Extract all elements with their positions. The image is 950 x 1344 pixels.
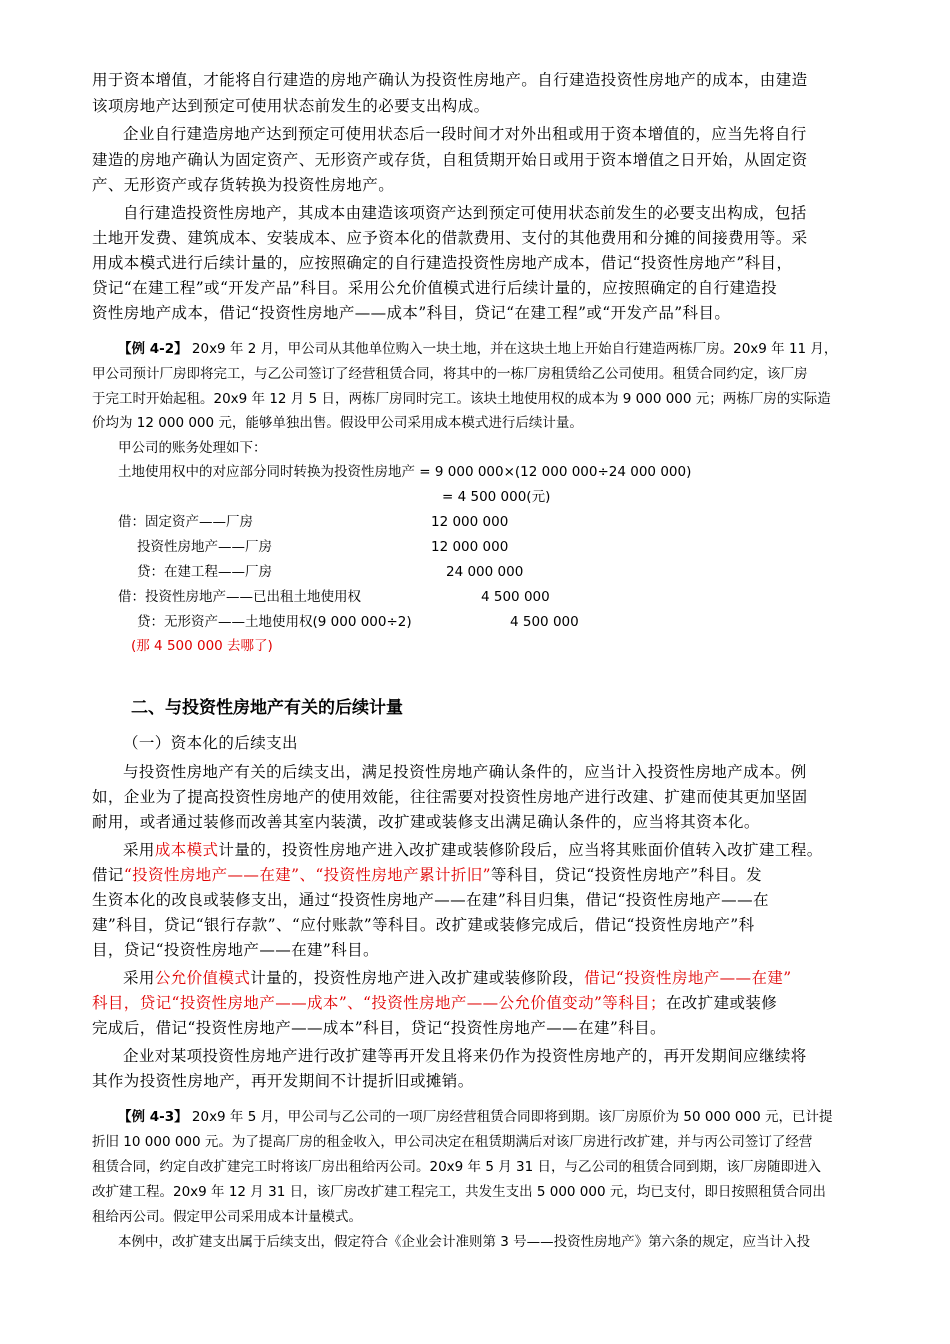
example-4-2-line4: 价均为 12 000 000 元，能够单独出售。假设甲公司采用成本模式进行后续计量。 bbox=[92, 415, 583, 431]
calc-line1: 土地使用权中的对应部分同时转换为投资性房地产 = 9 000 000×(12 000 000÷24 000 000) bbox=[118, 464, 692, 480]
para5-line4: 建”科目，贷记“银行存款”、“应付账款”等科目。改扩建或装修完成后，借记“投资性房地产”科 bbox=[92, 916, 755, 934]
para5-line1: 采用成本模式计量的，投资性房地产进入改扩建或装修阶段后，应当将其账面价值转入改扩建工程。 bbox=[123, 841, 823, 859]
entry-amount: 4 500 000 bbox=[510, 614, 579, 630]
entry-amount: 12 000 000 bbox=[431, 539, 509, 555]
entry-debit-fixed-asset: 借：固定资产——厂房 bbox=[118, 514, 253, 530]
para3-line4: 贷记“在建工程”或“开发产品”科目。采用公允价值模式进行后续计量的，应按照确定的自行建造投 bbox=[92, 279, 778, 297]
para4-line2: 如，企业为了提高投资性房地产的使用效能，往往需要对投资性房地产进行改建、扩建而使其更加坚固 bbox=[92, 788, 808, 806]
para1-line1: 用于资本增值，才能将自行建造的房地产确认为投资性房地产。自行建造投资性房地产的成本，由建造 bbox=[92, 71, 808, 89]
para3-line1: 自行建造投资性房地产，其成本由建造该项资产达到预定可使用状态前发生的必要支出构成，包括 bbox=[123, 204, 807, 222]
entry-credit-construction: 贷：在建工程——厂房 bbox=[137, 564, 272, 580]
para2-line1: 企业自行建造房地产达到预定可使用状态后一段时间才对外出租或用于资本增值的，应当先将自行 bbox=[123, 125, 807, 143]
para5-line5: 目，贷记“投资性房地产——在建”科目。 bbox=[92, 941, 379, 959]
red-highlight: 成本模式 bbox=[154, 841, 219, 859]
para6-line1: 采用公允价值模式计量的，投资性房地产进入改扩建或装修阶段，借记“投资性房地产——在建” bbox=[123, 969, 792, 987]
para2-line2: 建造的房地产确认为固定资产、无形资产或存货，自租赁期开始日或用于资本增值之日开始，从固定资 bbox=[92, 151, 808, 169]
entry-debit-investment-property: 投资性房地产——厂房 bbox=[137, 539, 272, 555]
example-4-3-line1: 【例 4-3】 20x9 年 5 月，甲公司与乙公司的一项厂房经营租赁合同即将到期。该厂房原价为 50 000 000 元，已计提 bbox=[118, 1109, 833, 1125]
example-4-3-line5: 租给丙公司。假定甲公司采用成本计量模式。 bbox=[92, 1209, 362, 1225]
treatment-intro: 甲公司的账务处理如下： bbox=[118, 440, 267, 456]
para4-line1: 与投资性房地产有关的后续支出，满足投资性房地产确认条件的，应当计入投资性房地产成本。例 bbox=[123, 763, 807, 781]
calc-line2: = 4 500 000(元) bbox=[442, 489, 551, 505]
example-4-3-line4: 改扩建工程。20x9 年 12 月 31 日，该厂房改扩建工程完工，共发生支出 5 000 000 元，均已支付，即日按照租赁合同出 bbox=[92, 1184, 826, 1200]
entry-amount: 4 500 000 bbox=[481, 589, 550, 605]
para4-line3: 耐用，或者通过装修而改善其室内装潢，改扩建或装修支出满足确认条件的，应当将其资本化。 bbox=[92, 813, 760, 831]
para3-line2: 土地开发费、建筑成本、安装成本、应予资本化的借款费用、支付的其他费用和分摊的间接费用等。采 bbox=[92, 229, 808, 247]
entry-amount: 24 000 000 bbox=[446, 564, 524, 580]
para6-line3: 完成后，借记“投资性房地产——成本”科目，贷记“投资性房地产——在建”科目。 bbox=[92, 1019, 666, 1037]
example-4-3-line3: 租赁合同，约定自改扩建完工时将该厂房出租给丙公司。20x9 年 5 月 31 日，与乙公司的租赁合同到期，该厂房随即进入 bbox=[92, 1159, 821, 1175]
red-highlight: “投资性房地产——在建”、“投资性房地产累计折旧” bbox=[123, 866, 492, 884]
entry-debit-leased-land: 借：投资性房地产——已出租土地使用权 bbox=[118, 589, 361, 605]
example-4-2-line3: 于完工时开始起租。20x9 年 12 月 5 日，两栋厂房同时完工。该块土地使用权的成本为 9 000 000 元；两栋厂房的实际造 bbox=[92, 391, 831, 407]
entry-credit-intangible: 贷：无形资产——土地使用权(9 000 000÷2) bbox=[137, 614, 412, 630]
red-note: (那 4 500 000 去哪了) bbox=[131, 638, 273, 654]
para3-line3: 用成本模式进行后续计量的，应按照确定的自行建造投资性房地产成本，借记“投资性房地产”科目， bbox=[92, 254, 793, 272]
para1-line2: 该项房地产达到预定可使用状态前发生的必要支出构成。 bbox=[92, 97, 490, 115]
example-4-2-line1: 【例 4-2】 20x9 年 2 月，甲公司从其他单位购入一块土地，并在这块土地上开始自行建造两栋厂房。20x9 年 11 月， bbox=[118, 341, 838, 357]
red-highlight: 科目，贷记“投资性房地产——成本”、“投资性房地产——公允价值变动”等科目； bbox=[92, 994, 666, 1012]
red-highlight: 借记“投资性房地产——在建” bbox=[584, 969, 792, 987]
para3-line5: 资性房地产成本，借记“投资性房地产——成本”科目，贷记“在建工程”或“开发产品”科目。 bbox=[92, 304, 731, 322]
para7-line2: 其作为投资性房地产，再开发期间不计提折旧或摊销。 bbox=[92, 1072, 474, 1090]
para5-line3: 生资本化的改良或装修支出，通过“投资性房地产——在建”科目归集，借记“投资性房地产——在 bbox=[92, 891, 769, 909]
red-highlight: 公允价值模式 bbox=[154, 969, 251, 987]
para6-line2: 科目，贷记“投资性房地产——成本”、“投资性房地产——公允价值变动”等科目；在改扩建或装修 bbox=[92, 994, 778, 1012]
entry-amount: 12 000 000 bbox=[431, 514, 509, 530]
example-4-3-analysis: 本例中，改扩建支出属于后续支出，假定符合《企业会计准则第 3 号——投资性房地产》第六条的规定，应当计入投 bbox=[118, 1234, 811, 1250]
para5-line2: 借记“投资性房地产——在建”、“投资性房地产累计折旧”等科目，贷记“投资性房地产”科目。发 bbox=[92, 866, 763, 884]
example-4-2-label: 【例 4-2】 bbox=[118, 341, 188, 357]
example-4-2-line2: 甲公司预计厂房即将完工，与乙公司签订了经营租赁合同，将其中的一栋厂房租赁给乙公司使用。租赁合同约定，该厂房 bbox=[92, 366, 808, 382]
subsection-title: （一）资本化的后续支出 bbox=[123, 734, 298, 752]
section-title: 二、与投资性房地产有关的后续计量 bbox=[131, 698, 403, 718]
example-4-3-line2: 折旧 10 000 000 元。为了提高厂房的租金收入，甲公司决定在租赁期满后对该厂房进行改扩建，并与丙公司签订了经营 bbox=[92, 1134, 813, 1150]
example-4-3-label: 【例 4-3】 bbox=[118, 1109, 188, 1125]
para7-line1: 企业对某项投资性房地产进行改扩建等再开发且将来仍作为投资性房地产的，再开发期间应继续将 bbox=[123, 1047, 807, 1065]
para2-line3: 产、无形资产或存货转换为投资性房地产。 bbox=[92, 176, 395, 194]
